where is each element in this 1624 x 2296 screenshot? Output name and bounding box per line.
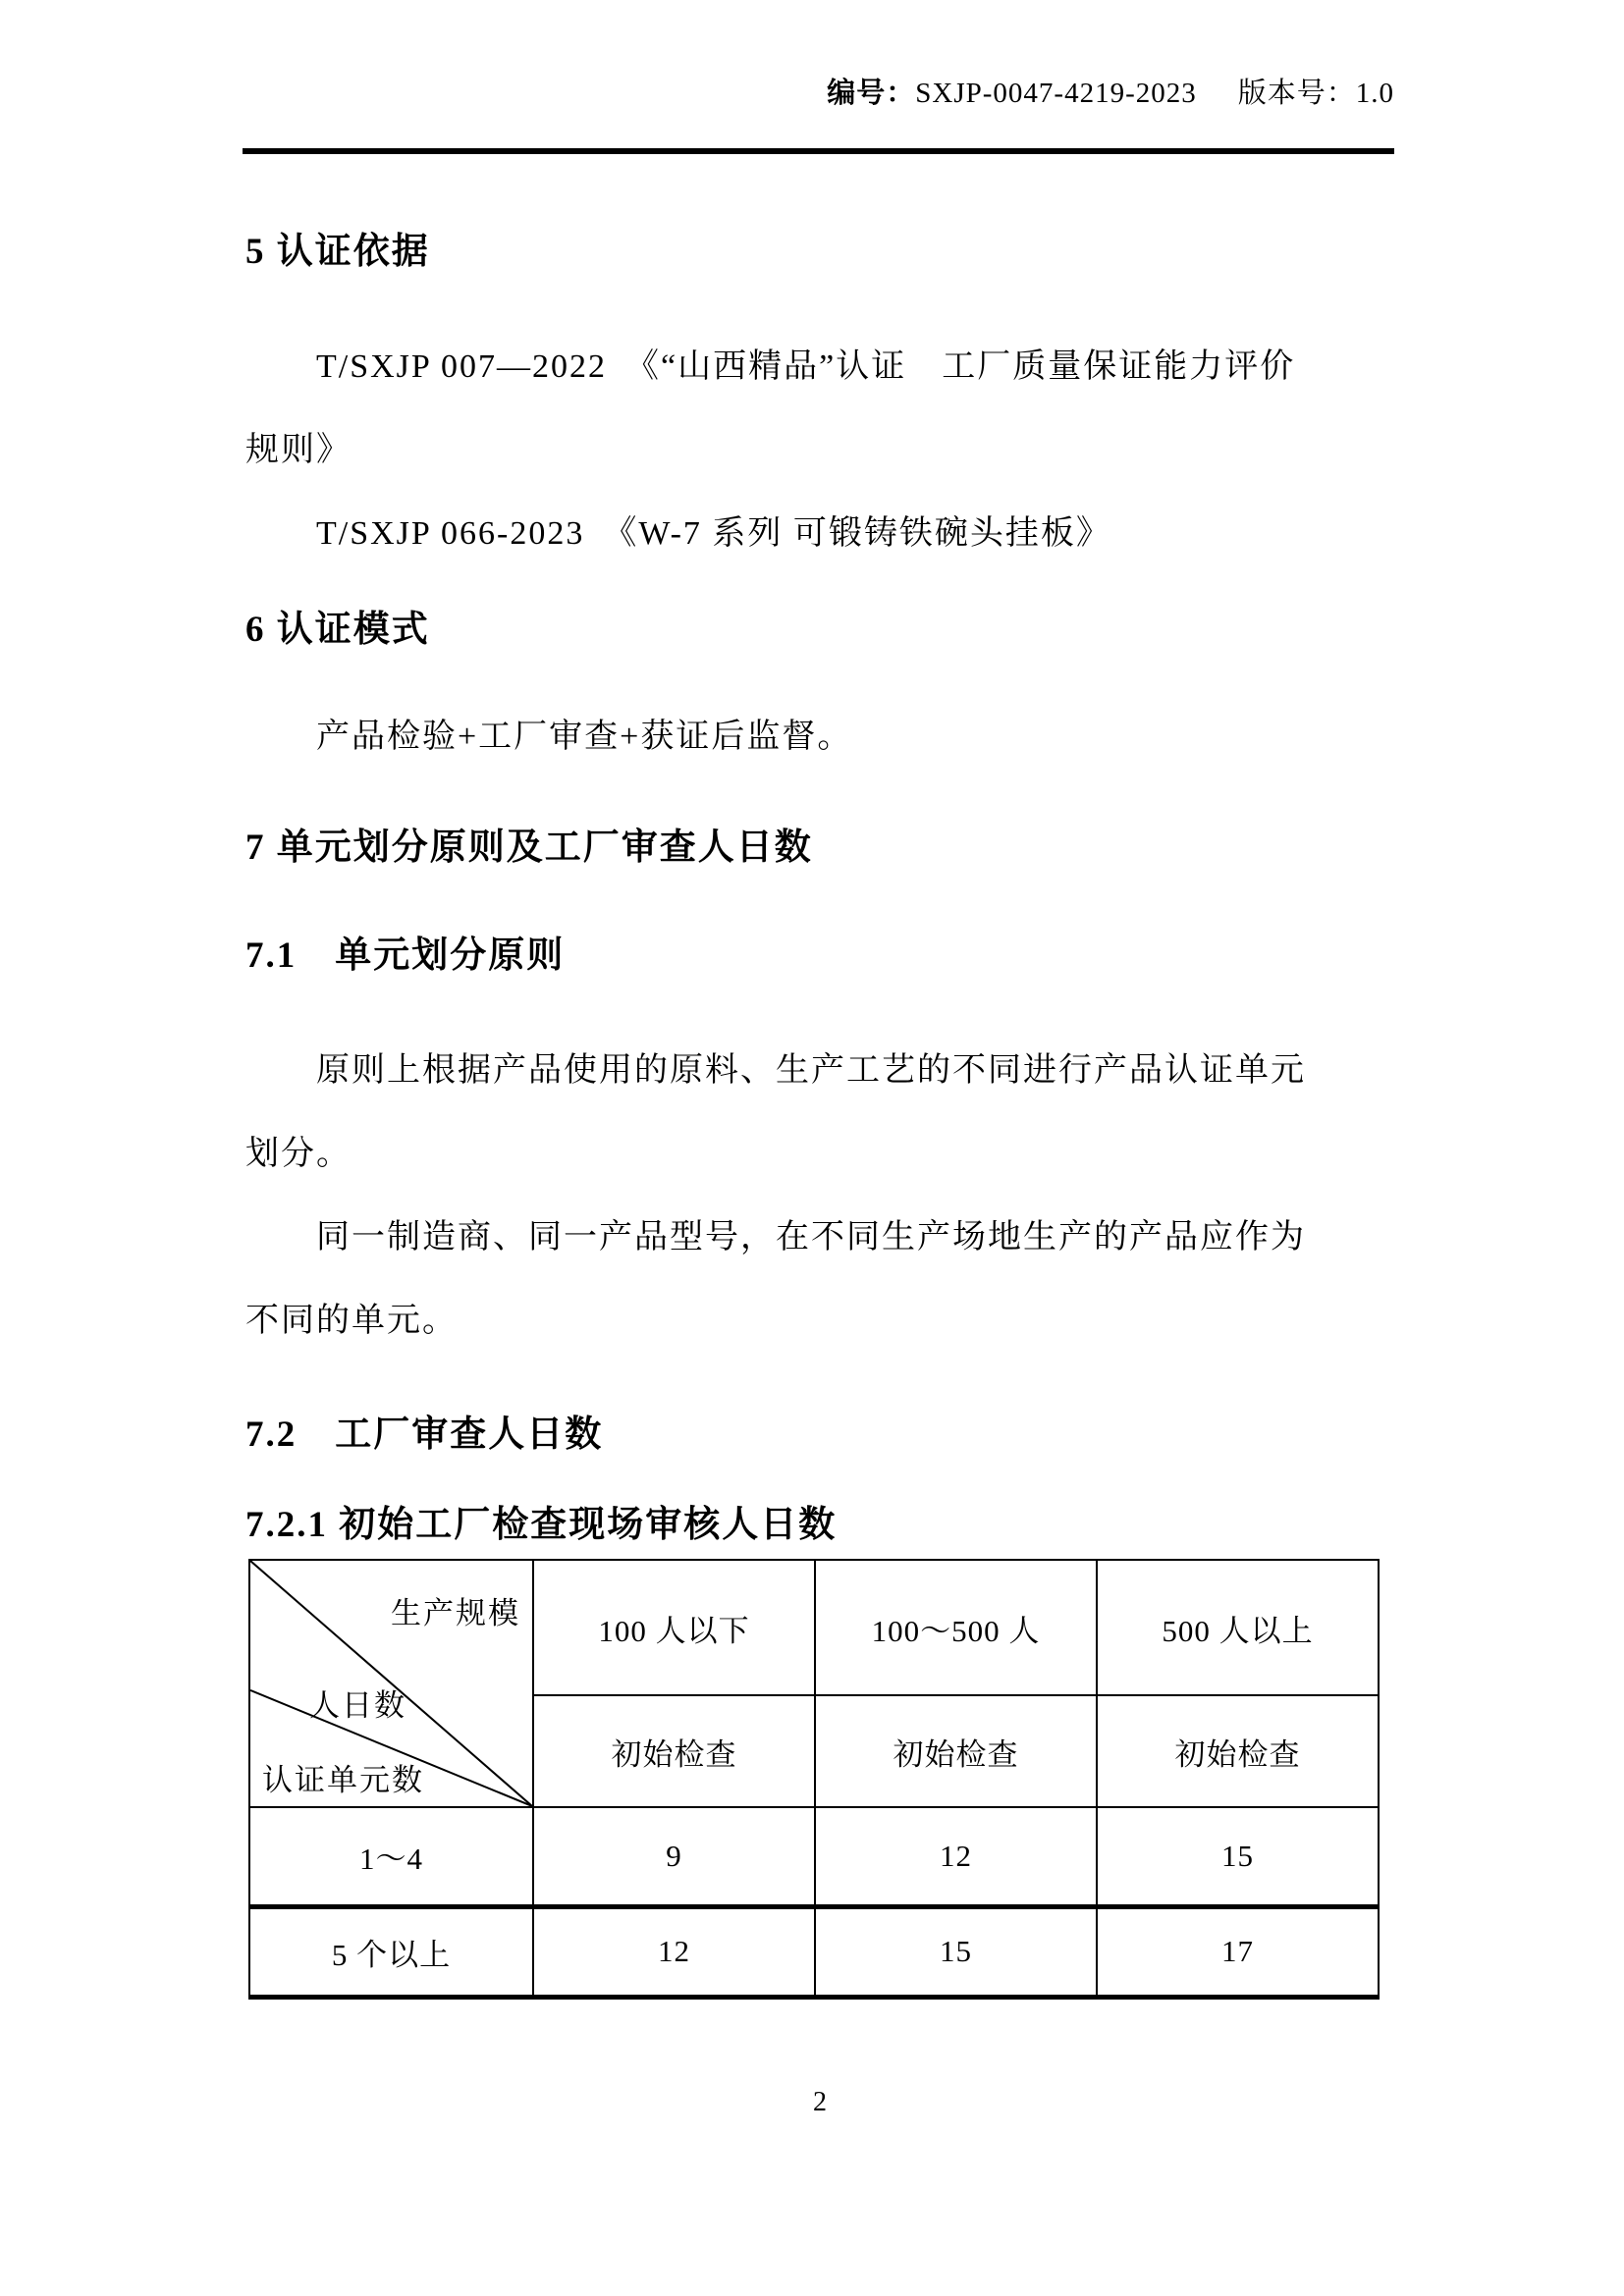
page-number: 2 [813, 2087, 827, 2117]
corner-label-person-days: 人日数 [309, 1688, 406, 1723]
sub-header: 初始检查 [1097, 1695, 1379, 1807]
corner-label-cert-units: 认证单元数 [262, 1763, 424, 1797]
doc-code-label: 编号： [827, 78, 916, 109]
paragraph-unit-rule-2-line-1: 同一制造商、同一产品型号，在不同生产场地生产的产品应作为 [316, 1219, 1306, 1255]
row-label: 1～4 [249, 1807, 533, 1906]
doc-version-value: 1.0 [1355, 78, 1394, 109]
heading-5: 5 认证依据 [245, 232, 430, 272]
heading-7-2: 7.2 工厂审查人日数 [245, 1415, 604, 1455]
doc-header [245, 71, 1394, 111]
col-header: 100～500 人 [815, 1560, 1097, 1695]
table-cell: 15 [1097, 1807, 1379, 1906]
header-rule [243, 148, 1394, 154]
paragraph-cert-mode: 产品检验+工厂审查+获证后监督。 [316, 719, 853, 755]
table-row [249, 1906, 1379, 1997]
table-cell: 9 [533, 1807, 815, 1906]
heading-7-2-1: 7.2.1 初始工厂检查现场审核人日数 [245, 1505, 838, 1545]
paragraph-unit-rule-2-line-2: 不同的单元。 [245, 1303, 458, 1339]
table-corner-cell [249, 1560, 533, 1807]
heading-7: 7 单元划分原则及工厂审查人日数 [245, 828, 813, 868]
table-cell: 17 [1097, 1906, 1379, 1997]
corner-label-production-scale: 生产规模 [391, 1596, 520, 1630]
doc-code-value: SXJP-0047-4219-2023 [915, 78, 1197, 109]
audit-days-table [248, 1559, 1380, 2000]
col-header: 100 人以下 [533, 1560, 815, 1695]
paragraph-unit-rule-1-line-1: 原则上根据产品使用的原料、生产工艺的不同进行产品认证单元 [316, 1052, 1306, 1089]
table-row [249, 1807, 1379, 1906]
table-cell: 15 [815, 1906, 1097, 1997]
heading-6: 6 认证模式 [245, 610, 430, 650]
sub-header: 初始检查 [533, 1695, 815, 1807]
paragraph-unit-rule-1-line-2: 划分。 [245, 1136, 352, 1172]
col-header: 500 人以上 [1097, 1560, 1379, 1695]
doc-version-label: 版本号： [1237, 78, 1356, 109]
paragraph-standard-1-line-1: T/SXJP 007—2022 《“山西精品”认证 工厂质量保证能力评价 [316, 348, 1296, 385]
sub-header: 初始检查 [815, 1695, 1097, 1807]
paragraph-standard-2: T/SXJP 066-2023 《W-7 系列 可锻铸铁碗头挂板》 [316, 515, 1111, 552]
heading-7-1: 7.1 单元划分原则 [245, 935, 566, 976]
row-label: 5 个以上 [249, 1906, 533, 1997]
table-cell: 12 [815, 1807, 1097, 1906]
paragraph-standard-1-line-2: 规则》 [245, 432, 352, 468]
table-cell: 12 [533, 1906, 815, 1997]
